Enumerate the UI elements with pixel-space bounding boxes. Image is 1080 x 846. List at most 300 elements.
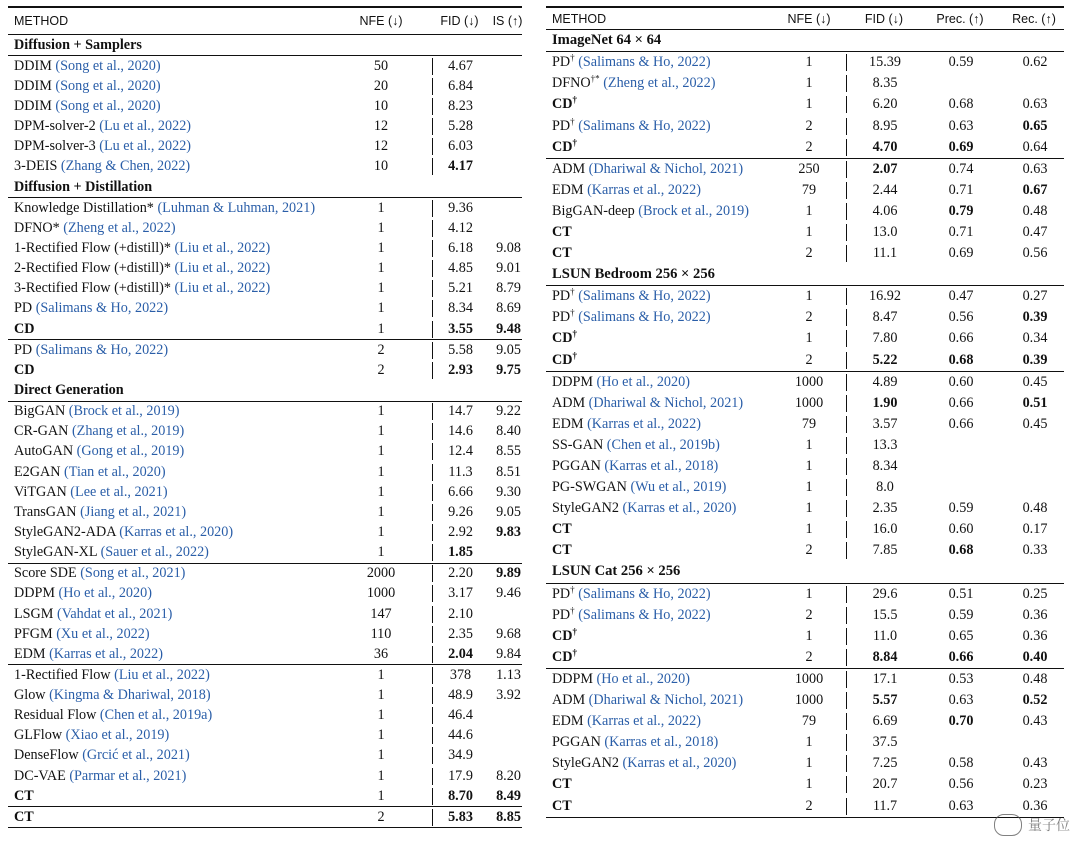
method-name: CD xyxy=(14,361,35,378)
fid-cell: 20.7 xyxy=(846,776,923,793)
is-cell: 8.85 xyxy=(496,808,521,825)
method-cell xyxy=(8,78,330,95)
method-name: DDIM xyxy=(14,97,52,114)
method-name: CT xyxy=(552,245,572,262)
method-name: PFGM xyxy=(14,625,53,642)
method-cell xyxy=(8,58,330,75)
method-name: StyleGAN-XL xyxy=(14,544,98,561)
fid-cell: 4.70 xyxy=(846,139,923,156)
method-superscript: † xyxy=(572,351,577,360)
is-cell: 9.46 xyxy=(496,585,521,602)
nfe-cell: 2 xyxy=(805,309,813,326)
method-cell xyxy=(546,352,772,369)
method-name: CT xyxy=(552,797,572,814)
nfe-cell: 1000 xyxy=(794,670,824,687)
rec-cell: 0.45 xyxy=(1022,415,1048,432)
fid-cell: 14.7 xyxy=(432,403,488,420)
method-name: ADM xyxy=(552,160,586,177)
method-name: CT xyxy=(552,542,572,559)
fid-cell: 8.35 xyxy=(846,75,923,92)
rec-cell: 0.48 xyxy=(1022,670,1048,687)
rec-cell: 0.43 xyxy=(1022,755,1048,772)
is-cell: 9.89 xyxy=(496,565,521,582)
prec-cell: 0.58 xyxy=(948,755,974,772)
fid-cell: 4.67 xyxy=(432,58,488,75)
is-cell: 9.48 xyxy=(496,320,521,337)
table-row xyxy=(8,543,522,563)
method-citation: (Dhariwal & Nichol, 2021) xyxy=(588,160,744,177)
rec-cell: 0.63 xyxy=(1022,96,1048,113)
nfe-cell: 1 xyxy=(377,260,385,277)
method-cell xyxy=(8,585,330,602)
section-title: ImageNet 64 × 64 xyxy=(552,32,662,49)
fid-cell: 5.58 xyxy=(432,342,488,359)
prec-cell: 0.71 xyxy=(948,181,974,198)
fid-cell: 3.55 xyxy=(432,321,488,338)
method-cell xyxy=(546,288,772,305)
table-row xyxy=(8,137,522,157)
is-cell: 9.01 xyxy=(496,260,521,277)
method-cell xyxy=(546,649,772,666)
method-cell xyxy=(8,565,330,582)
column-header: Rec. (↑) xyxy=(1012,11,1056,26)
is-cell: 9.75 xyxy=(496,361,521,378)
method-name: PD xyxy=(552,585,571,602)
method-name: CR-GAN xyxy=(14,423,69,440)
table-row xyxy=(546,52,1064,73)
method-cell xyxy=(8,464,330,481)
table-row xyxy=(8,502,522,522)
table-row xyxy=(8,96,522,116)
method-citation: (Zheng et al., 2022) xyxy=(603,75,716,92)
is-cell: 8.79 xyxy=(496,280,521,297)
rec-cell: 0.64 xyxy=(1022,138,1048,155)
rec-cell: 0.62 xyxy=(1022,54,1048,71)
is-cell: 1.13 xyxy=(496,666,521,683)
prec-cell: 0.63 xyxy=(948,117,974,134)
table-row xyxy=(546,732,1064,753)
method-superscript: † xyxy=(570,585,575,594)
method-name: PD xyxy=(14,341,33,358)
table-row xyxy=(546,180,1064,201)
nfe-cell: 110 xyxy=(370,625,392,642)
method-citation: (Song et al., 2020) xyxy=(55,97,161,114)
rec-cell: 0.47 xyxy=(1022,223,1048,240)
method-name: 2-Rectified Flow (+distill)* xyxy=(14,260,171,277)
nfe-cell: 1 xyxy=(805,585,813,602)
method-name: EDM xyxy=(14,645,46,662)
method-name: StyleGAN2 xyxy=(552,755,619,772)
wechat-icon xyxy=(994,814,1022,836)
method-cell xyxy=(546,542,772,559)
method-citation: (Chen et al., 2019b) xyxy=(606,436,720,453)
prec-cell: 0.47 xyxy=(948,288,974,305)
nfe-cell: 1 xyxy=(377,199,385,216)
fid-cell: 11.7 xyxy=(846,798,923,815)
method-name: CD xyxy=(552,330,573,347)
prec-cell: 0.68 xyxy=(948,96,974,113)
table-row xyxy=(546,626,1064,647)
nfe-cell: 1 xyxy=(805,436,813,453)
method-citation: (Salimans & Ho, 2022) xyxy=(578,54,711,71)
method-cell xyxy=(546,798,772,815)
fid-cell: 17.1 xyxy=(846,671,923,688)
method-citation: (Sauer et al., 2022) xyxy=(100,544,209,561)
method-citation: (Liu et al., 2022) xyxy=(174,239,271,256)
method-name: Score SDE xyxy=(14,565,77,582)
method-superscript: † xyxy=(572,627,577,637)
method-citation: (Dhariwal & Nichol, 2021) xyxy=(588,692,744,709)
fid-cell: 48.9 xyxy=(432,687,488,704)
rec-cell: 0.27 xyxy=(1022,288,1048,305)
fid-cell: 11.1 xyxy=(846,245,923,262)
rec-cell: 0.36 xyxy=(1022,627,1048,644)
nfe-cell: 1 xyxy=(805,96,813,113)
method-name: PD xyxy=(14,300,33,317)
method-cell xyxy=(8,747,330,764)
nfe-cell: 1 xyxy=(377,523,385,540)
column-header: NFE (↓) xyxy=(787,11,831,26)
fid-cell: 2.92 xyxy=(432,524,488,541)
method-name: DPM-solver-2 xyxy=(14,118,96,135)
method-citation: (Karras et al., 2018) xyxy=(604,458,719,475)
table-row xyxy=(546,328,1064,349)
method-citation: (Lee et al., 2021) xyxy=(70,483,168,500)
method-name: DDPM xyxy=(14,585,55,602)
nfe-cell: 1 xyxy=(377,666,385,683)
method-citation: (Ho et al., 2020) xyxy=(58,585,152,602)
rec-cell: 0.51 xyxy=(1022,394,1048,411)
method-cell xyxy=(546,607,772,624)
method-name: 1-Rectified Flow (+distill)* xyxy=(14,239,171,256)
method-citation: (Xu et al., 2022) xyxy=(56,625,150,642)
right-results-table xyxy=(546,6,1064,818)
method-cell xyxy=(546,776,772,793)
is-cell: 9.84 xyxy=(496,645,521,662)
method-cell xyxy=(546,713,772,730)
method-name: CD xyxy=(552,351,573,368)
method-cell xyxy=(546,374,772,391)
method-name: LSGM xyxy=(14,605,54,622)
table-row xyxy=(546,307,1064,328)
fid-cell: 1.90 xyxy=(846,395,923,412)
rec-cell: 0.23 xyxy=(1022,776,1048,793)
nfe-cell: 1 xyxy=(377,727,385,744)
prec-cell: 0.51 xyxy=(948,585,974,602)
fid-cell: 3.57 xyxy=(846,416,923,433)
method-name: Glow xyxy=(14,687,46,704)
method-name: PGGAN xyxy=(552,458,601,475)
table-row xyxy=(546,350,1064,371)
table-row xyxy=(546,137,1064,158)
method-citation: (Karras et al., 2020) xyxy=(119,523,234,540)
method-cell xyxy=(8,321,330,338)
nfe-cell: 1 xyxy=(377,300,385,317)
prec-cell: 0.56 xyxy=(948,309,974,326)
is-cell: 9.05 xyxy=(496,503,521,520)
method-superscript: † xyxy=(570,606,575,615)
fid-cell: 15.39 xyxy=(846,54,923,71)
method-cell xyxy=(546,734,772,751)
nfe-cell: 250 xyxy=(798,160,820,177)
fid-cell: 4.17 xyxy=(432,158,488,175)
table-row xyxy=(546,647,1064,668)
prec-cell: 0.66 xyxy=(948,648,974,665)
nfe-cell: 2 xyxy=(805,138,813,155)
method-cell xyxy=(546,416,772,433)
method-citation: (Brock et al., 2019) xyxy=(68,403,180,420)
prec-cell: 0.63 xyxy=(948,797,974,814)
table-row xyxy=(546,222,1064,243)
is-cell: 8.51 xyxy=(496,463,521,480)
table-row xyxy=(8,117,522,137)
fid-cell: 6.69 xyxy=(846,713,923,730)
method-name: ADM xyxy=(552,692,586,709)
is-cell: 8.69 xyxy=(496,300,521,317)
method-cell xyxy=(546,139,772,156)
nfe-cell: 1 xyxy=(377,463,385,480)
nfe-cell: 1 xyxy=(805,54,813,71)
nfe-cell: 12 xyxy=(373,118,389,135)
column-header: IS (↑) xyxy=(492,14,523,28)
prec-cell: 0.59 xyxy=(948,54,974,71)
method-cell xyxy=(8,362,330,379)
nfe-cell: 1 xyxy=(377,767,385,784)
method-name: PG-SWGAN xyxy=(552,479,627,496)
table-row xyxy=(8,624,522,644)
column-header: NFE (↓) xyxy=(359,14,403,28)
section-title: Diffusion + Samplers xyxy=(14,36,142,53)
method-cell xyxy=(546,692,772,709)
rec-cell: 0.52 xyxy=(1022,692,1048,709)
nfe-cell: 1 xyxy=(377,747,385,764)
nfe-cell: 79 xyxy=(801,181,817,198)
method-name: DenseFlow xyxy=(14,747,79,764)
method-name: CT xyxy=(14,787,34,804)
method-name: GLFlow xyxy=(14,727,63,744)
rec-cell: 0.34 xyxy=(1022,330,1048,347)
prec-cell: 0.66 xyxy=(948,330,974,347)
method-name: 3-Rectified Flow (+distill)* xyxy=(14,280,171,297)
fid-cell: 7.85 xyxy=(846,542,923,559)
prec-cell: 0.66 xyxy=(948,394,974,411)
table-row xyxy=(8,563,522,584)
fid-cell: 4.06 xyxy=(846,203,923,220)
method-citation: (Parmar et al., 2021) xyxy=(69,767,187,784)
method-name: E2GAN xyxy=(14,463,61,480)
nfe-cell: 1000 xyxy=(794,394,824,411)
nfe-cell: 2 xyxy=(805,245,813,262)
table-row xyxy=(8,482,522,502)
fid-cell: 5.83 xyxy=(432,809,488,826)
table-row xyxy=(8,806,522,828)
method-cell xyxy=(546,182,772,199)
table-row xyxy=(546,711,1064,732)
method-citation: (Chen et al., 2019a) xyxy=(99,707,213,724)
column-header: METHOD xyxy=(14,14,69,28)
fid-cell: 44.6 xyxy=(432,727,488,744)
method-name: DPM-solver-3 xyxy=(14,138,96,155)
method-cell xyxy=(8,606,330,623)
method-cell xyxy=(8,484,330,501)
prec-cell: 0.60 xyxy=(948,373,974,390)
is-cell: 8.20 xyxy=(496,767,521,784)
is-cell: 9.30 xyxy=(496,483,521,500)
fid-cell: 4.89 xyxy=(846,374,923,391)
method-citation: (Luhman & Luhman, 2021) xyxy=(157,199,316,216)
section-header xyxy=(546,30,1064,52)
fid-cell: 5.21 xyxy=(432,280,488,297)
rec-cell: 0.67 xyxy=(1022,181,1048,198)
method-name: DFNO* xyxy=(14,219,60,236)
prec-cell: 0.70 xyxy=(948,713,974,730)
fid-cell: 8.84 xyxy=(846,649,923,666)
prec-cell: 0.59 xyxy=(948,606,974,623)
method-name: CT xyxy=(552,223,572,240)
method-name: CD xyxy=(552,627,573,644)
method-citation: (Karras et al., 2022) xyxy=(587,713,701,730)
table-row xyxy=(8,664,522,685)
method-name: CD xyxy=(552,138,573,155)
method-cell xyxy=(8,646,330,663)
nfe-cell: 1 xyxy=(805,776,813,793)
method-name: BigGAN-deep xyxy=(552,202,635,219)
table-row xyxy=(8,198,522,218)
method-citation: (Brock et al., 2019) xyxy=(638,202,750,219)
prec-cell: 0.56 xyxy=(948,776,974,793)
method-citation: (Lu et al., 2022) xyxy=(99,138,192,155)
method-superscript: † xyxy=(572,138,577,147)
method-cell xyxy=(546,458,772,475)
table-row xyxy=(8,584,522,604)
fid-cell: 13.3 xyxy=(846,437,923,454)
method-cell xyxy=(8,403,330,420)
method-cell xyxy=(8,342,330,359)
table-row xyxy=(546,753,1064,774)
method-name: PD xyxy=(552,117,571,134)
fid-cell: 11.0 xyxy=(846,628,923,645)
fid-cell: 14.6 xyxy=(432,423,488,440)
table-row xyxy=(546,795,1064,817)
method-citation: (Vahdat et al., 2021) xyxy=(56,605,173,622)
nfe-cell: 1 xyxy=(377,544,385,561)
nfe-cell: 2 xyxy=(805,797,813,814)
fid-cell: 9.36 xyxy=(432,200,488,217)
table-row xyxy=(546,690,1064,711)
fid-cell: 17.9 xyxy=(432,768,488,785)
fid-cell: 2.35 xyxy=(846,500,923,517)
nfe-cell: 1 xyxy=(377,443,385,460)
method-name: DFNO xyxy=(552,75,591,92)
section-header xyxy=(8,35,522,56)
method-name: EDM xyxy=(552,415,584,432)
method-name: 3-DEIS xyxy=(14,158,58,175)
table-row xyxy=(8,522,522,542)
prec-cell: 0.71 xyxy=(948,223,974,240)
fid-cell: 8.0 xyxy=(846,479,923,496)
table-row xyxy=(8,218,522,238)
table-row xyxy=(546,393,1064,414)
nfe-cell: 1 xyxy=(377,219,385,236)
method-cell xyxy=(8,260,330,277)
fid-cell: 11.3 xyxy=(432,464,488,481)
method-name: DDPM xyxy=(552,373,593,390)
method-cell xyxy=(8,707,330,724)
nfe-cell: 2 xyxy=(805,117,813,134)
method-name: PD xyxy=(552,606,571,623)
method-cell xyxy=(546,479,772,496)
nfe-cell: 1 xyxy=(377,423,385,440)
table-row xyxy=(8,339,522,360)
method-cell xyxy=(546,203,772,220)
method-cell xyxy=(546,628,772,645)
column-header: FID (↓) xyxy=(440,14,479,28)
method-cell xyxy=(8,667,330,684)
method-name: PGGAN xyxy=(552,734,601,751)
method-cell xyxy=(546,671,772,688)
method-superscript: † xyxy=(570,54,575,63)
nfe-cell: 1 xyxy=(805,755,813,772)
nfe-cell: 1 xyxy=(805,479,813,496)
method-citation: (Dhariwal & Nichol, 2021) xyxy=(588,394,744,411)
method-cell xyxy=(8,788,330,805)
table-row xyxy=(8,604,522,624)
method-citation: (Karras et al., 2018) xyxy=(604,734,719,751)
fid-cell: 5.57 xyxy=(846,692,923,709)
method-cell xyxy=(8,138,330,155)
fid-cell: 2.44 xyxy=(846,182,923,199)
fid-cell: 13.0 xyxy=(846,224,923,241)
table-row xyxy=(8,259,522,279)
method-citation: (Karras et al., 2020) xyxy=(622,755,737,772)
method-cell xyxy=(8,443,330,460)
nfe-cell: 2 xyxy=(805,648,813,665)
rec-cell: 0.39 xyxy=(1022,351,1048,368)
watermark xyxy=(994,814,1070,836)
fid-cell: 5.28 xyxy=(432,118,488,135)
watermark-text: 量子位 xyxy=(1028,818,1070,834)
method-name: CT xyxy=(552,776,572,793)
section-title: Diffusion + Distillation xyxy=(14,178,153,195)
table-row xyxy=(546,605,1064,626)
fid-cell: 378 xyxy=(432,667,488,684)
method-citation: (Song et al., 2020) xyxy=(55,77,161,94)
nfe-cell: 1 xyxy=(377,707,385,724)
column-header: METHOD xyxy=(552,11,607,26)
method-cell xyxy=(546,395,772,412)
method-name: Residual Flow xyxy=(14,707,97,724)
table-row xyxy=(546,774,1064,795)
method-citation: (Grcić et al., 2021) xyxy=(82,747,190,764)
nfe-cell: 2 xyxy=(805,542,813,559)
fid-cell: 9.26 xyxy=(432,504,488,521)
method-citation: (Salimans & Ho, 2022) xyxy=(578,117,711,134)
table-row xyxy=(8,422,522,442)
fid-cell: 3.17 xyxy=(432,585,488,602)
prec-cell: 0.68 xyxy=(948,542,974,559)
method-name: TransGAN xyxy=(14,503,77,520)
fid-cell: 6.18 xyxy=(432,240,488,257)
fid-cell: 6.66 xyxy=(432,484,488,501)
method-cell xyxy=(8,220,330,237)
rec-cell: 0.63 xyxy=(1022,160,1048,177)
method-name: DDPM xyxy=(552,670,593,687)
fid-cell: 6.84 xyxy=(432,78,488,95)
left-results-table xyxy=(8,6,522,828)
prec-cell: 0.74 xyxy=(948,160,974,177)
method-superscript: †* xyxy=(590,75,600,84)
method-cell xyxy=(546,309,772,326)
